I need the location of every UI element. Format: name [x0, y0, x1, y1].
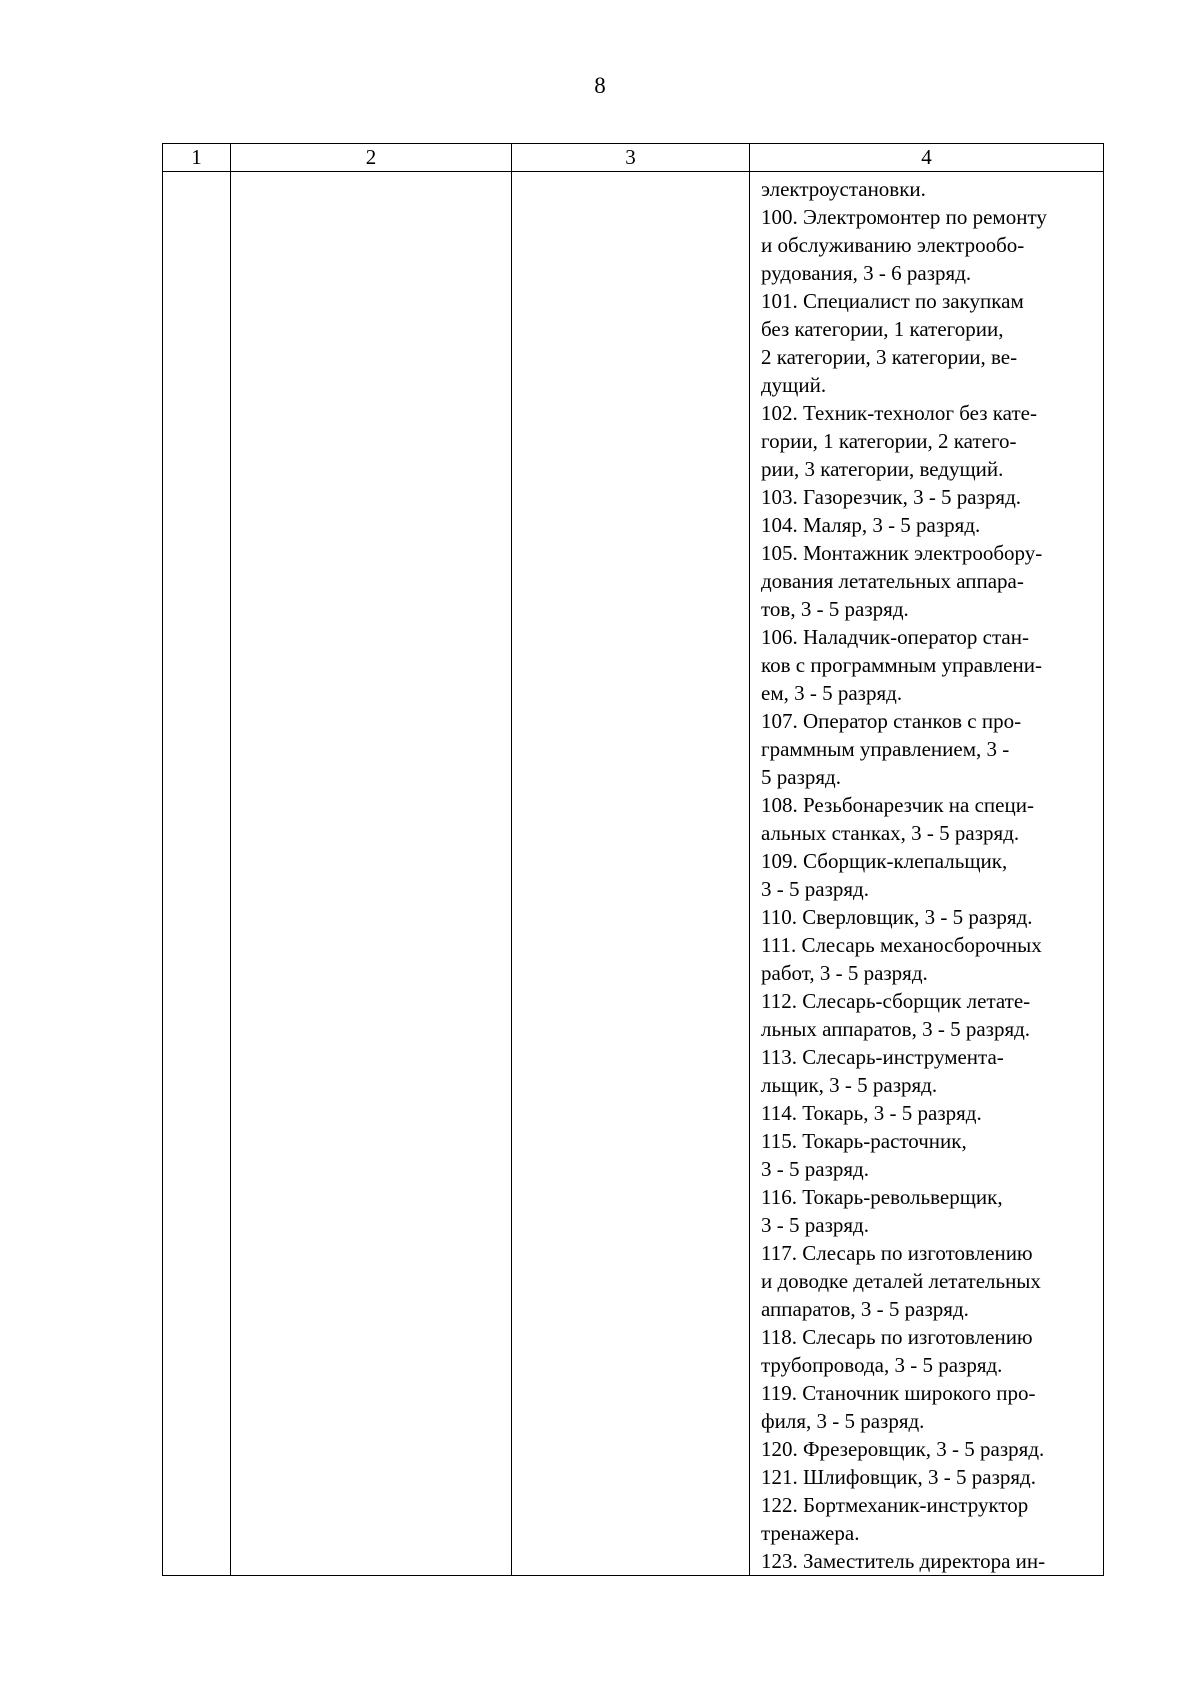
- table-cell-col3: [512, 172, 750, 1576]
- profession-list: [750, 172, 1103, 1575]
- list-item: аппаратов, 3 - 5 разряд.: [761, 1297, 969, 1321]
- table-cell-col1: [163, 172, 231, 1576]
- list-item: 119. Станочник широкого про-: [761, 1381, 1036, 1405]
- list-item: 101. Специалист по закупкам: [761, 289, 1024, 313]
- list-item: и доводке деталей летательных: [761, 1269, 1041, 1293]
- list-item: рии, 3 категории, ведущий.: [761, 457, 1004, 481]
- list-item: 109. Сборщик-клепальщик,: [761, 849, 1008, 873]
- list-item: 107. Оператор станков с про-: [761, 709, 1022, 733]
- list-item: льщик, 3 - 5 разряд.: [761, 1073, 938, 1097]
- list-item: 115. Токарь-расточник,: [761, 1129, 967, 1153]
- list-item: 3 - 5 разряд.: [761, 1157, 869, 1181]
- list-item: 103. Газорезчик, 3 - 5 разряд.: [761, 485, 1022, 509]
- list-item: 102. Техник-технолог без кате-: [761, 401, 1037, 425]
- list-item: трубопровода, 3 - 5 разряд.: [761, 1353, 1003, 1377]
- list-item: альных станках, 3 - 5 разряд.: [761, 821, 1020, 845]
- list-item: электроустановки.: [761, 177, 926, 201]
- list-item: льных аппаратов, 3 - 5 разряд.: [761, 1017, 1031, 1041]
- list-item: ем, 3 - 5 разряд.: [761, 681, 903, 705]
- list-item: 106. Наладчик-оператор стан-: [761, 625, 1029, 649]
- list-item: граммным управлением, 3 -: [761, 737, 1010, 761]
- column-header-1: 1: [163, 144, 231, 172]
- list-item: 112. Слесарь-сборщик летате-: [761, 989, 1031, 1013]
- document-table: [162, 143, 1104, 1576]
- list-item: ков с программным управлени-: [761, 653, 1042, 677]
- list-item: 100. Электромонтер по ремонту: [761, 205, 1047, 229]
- list-item: гории, 1 категории, 2 катего-: [761, 429, 1017, 453]
- column-header-4: 4: [750, 144, 1104, 172]
- list-item: 117. Слесарь по изготовлению: [761, 1241, 1033, 1265]
- list-item: дущий.: [761, 373, 827, 397]
- list-item: 108. Резьбонарезчик на специ-: [761, 793, 1034, 817]
- list-item: тов, 3 - 5 разряд.: [761, 597, 909, 621]
- column-header-2: 2: [231, 144, 512, 172]
- column-header-3: 3: [512, 144, 750, 172]
- table-row: [163, 172, 1104, 1576]
- list-item: 114. Токарь, 3 - 5 разряд.: [761, 1101, 982, 1125]
- list-item: рудования, 3 - 6 разряд.: [761, 261, 972, 285]
- table-cell-col2: [231, 172, 512, 1576]
- list-item: 105. Монтажник электрообору-: [761, 541, 1043, 565]
- list-item: дования летательных аппара-: [761, 569, 1024, 593]
- list-item: 104. Маляр, 3 - 5 разряд.: [761, 513, 981, 537]
- list-item: работ, 3 - 5 разряд.: [761, 961, 928, 985]
- list-item: 121. Шлифовщик, 3 - 5 разряд.: [761, 1465, 1036, 1489]
- list-item: 120. Фрезеровщик, 3 - 5 разряд.: [761, 1437, 1045, 1461]
- table-header-row: [163, 144, 1104, 172]
- list-item: филя, 3 - 5 разряд.: [761, 1409, 925, 1433]
- list-item: 118. Слесарь по изготовлению: [761, 1325, 1033, 1349]
- list-item: 3 - 5 разряд.: [761, 1213, 869, 1237]
- list-item: 110. Сверловщик, 3 - 5 разряд.: [761, 905, 1033, 929]
- list-item: 111. Слесарь механосборочных: [761, 933, 1042, 957]
- list-item: без категории, 1 категории,: [761, 317, 1004, 341]
- list-item: 2 категории, 3 категории, ве-: [761, 345, 1018, 369]
- list-item: 3 - 5 разряд.: [761, 877, 869, 901]
- list-item: тренажера.: [761, 1521, 860, 1545]
- page-number: 8: [594, 73, 606, 98]
- list-item: 123. Заместитель директора ин-: [761, 1549, 1046, 1573]
- list-item: 116. Токарь-револьверщик,: [761, 1185, 1003, 1209]
- list-item: 113. Слесарь-инструмента-: [761, 1045, 1004, 1069]
- list-item: 122. Бортмеханик-инструктор: [761, 1493, 1029, 1517]
- list-item: и обслуживанию электрообо-: [761, 233, 1025, 257]
- table-cell-col4: [750, 172, 1104, 1576]
- list-item: 5 разряд.: [761, 765, 841, 789]
